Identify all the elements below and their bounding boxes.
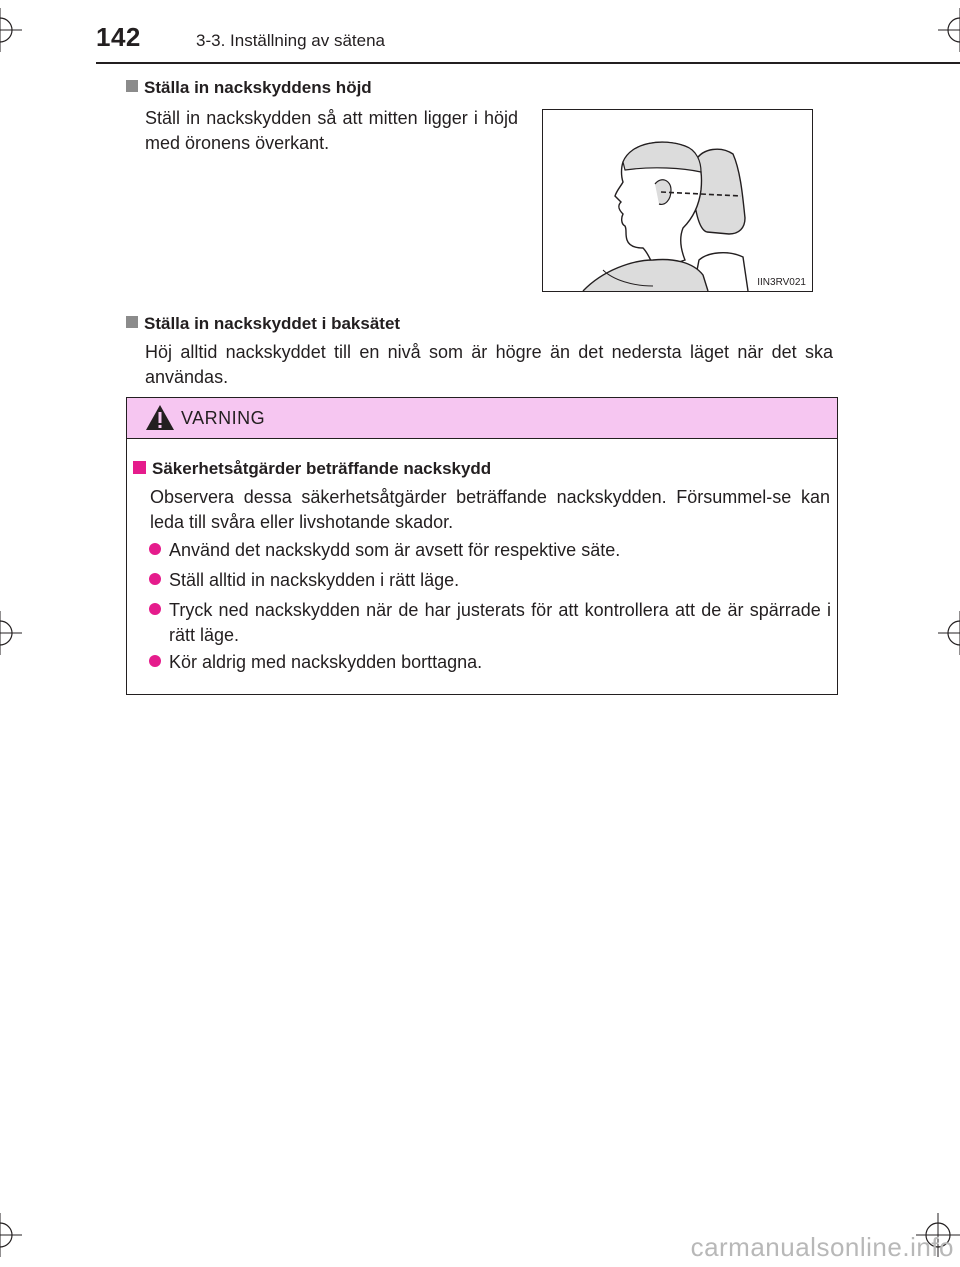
- figure-code: IIN3RV021: [757, 277, 806, 288]
- headrest-illustration: [542, 109, 813, 292]
- warning-triangle-icon: [145, 404, 175, 431]
- registration-mark-bottom-left: [0, 1213, 22, 1257]
- warning-square-icon: [133, 461, 146, 474]
- warning-header: [127, 398, 837, 439]
- warning-bullet-text: Tryck ned nackskydden när de har justerats för att kontrollera att de är spärrade i rätt läge.: [169, 600, 831, 645]
- section-title: 3-3. Inställning av sätena: [196, 31, 386, 50]
- warning-bullet-text: Använd det nackskydd som är avsett för respektive säte.: [169, 540, 621, 560]
- warning-bullet: [149, 598, 839, 650]
- head-and-headrest-drawing: [543, 110, 812, 291]
- warning-bullet: [149, 650, 839, 680]
- registration-mark-mid-left: [0, 611, 22, 655]
- warning-subheading: [133, 459, 491, 479]
- heading-headrest-height-label: Ställa in nackskyddens höjd: [144, 78, 372, 97]
- warning-bullet: [149, 538, 839, 568]
- page-number: 142: [96, 22, 141, 52]
- warning-subheading-label: Säkerhetsåtgärder beträffande nackskydd: [152, 459, 492, 478]
- bullet-dot-icon: [149, 538, 169, 563]
- heading-rear-headrest-label: Ställa in nackskyddet i baksätet: [144, 314, 401, 333]
- warning-bullet: [149, 568, 839, 598]
- heading-headrest-height: [126, 78, 372, 98]
- warning-box: [126, 397, 838, 695]
- heading-square-icon: [126, 80, 138, 92]
- bullet-dot-icon: [149, 598, 169, 623]
- warning-bullet-text: Ställ alltid in nackskydden i rätt läge.: [169, 570, 460, 590]
- paragraph-headrest-height: Ställ in nackskydden så att mitten ligger i höjd med öronens överkant.: [145, 108, 518, 153]
- warning-title: VARNING: [181, 408, 266, 428]
- heading-square-icon: [126, 316, 138, 328]
- watermark: carmanualsonline.info: [690, 1232, 954, 1262]
- registration-mark-top-left: [0, 8, 22, 52]
- bullet-dot-icon: [149, 568, 169, 593]
- registration-mark-top-right: [938, 8, 960, 52]
- heading-rear-headrest: [126, 314, 400, 334]
- bullet-dot-icon: [149, 650, 169, 675]
- paragraph-rear-headrest: Höj alltid nackskyddet till en nivå som är högre än det nedersta läget när det ska användas.: [145, 342, 833, 387]
- registration-mark-mid-right: [938, 611, 960, 655]
- warning-intro: Observera dessa säkerhetsåtgärder beträffande nackskydden. Försummel-se kan leda till svåra eller livshotande skador.: [150, 487, 830, 532]
- header-rule: [96, 62, 960, 64]
- warning-bullet-text: Kör aldrig med nackskydden borttagna.: [169, 652, 483, 672]
